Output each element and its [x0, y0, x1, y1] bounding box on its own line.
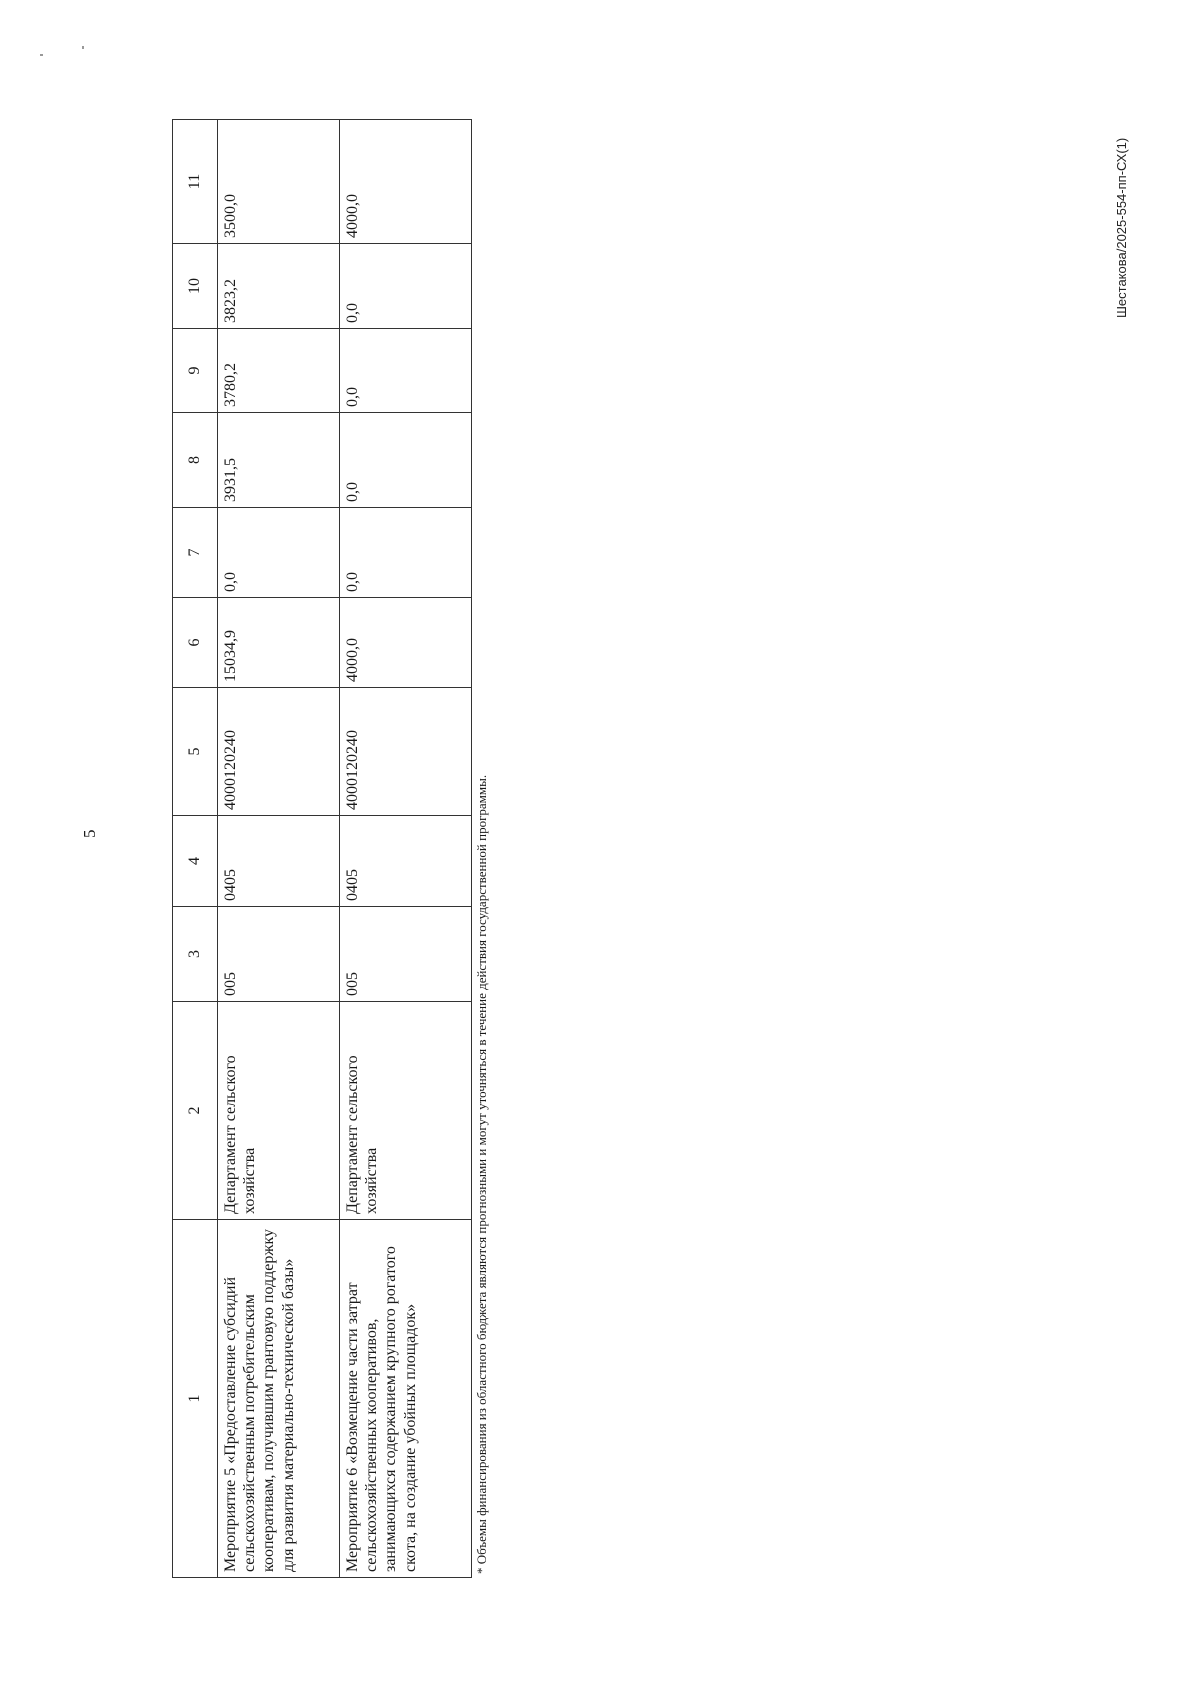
header-cell: 3: [173, 907, 218, 1002]
cell-section: 0405: [340, 816, 472, 907]
cell-value: 3780,2: [218, 329, 340, 413]
table-row: [340, 120, 472, 1578]
cell-value: 4000,0: [340, 120, 472, 244]
header-cell: 2: [173, 1002, 218, 1220]
responsible-department: Департамент сельского хозяйства: [340, 1002, 472, 1220]
cell-value: 0,0: [218, 508, 340, 598]
cell-section: 0405: [218, 816, 340, 907]
page-number: 5: [80, 829, 99, 838]
header-cell: 5: [173, 688, 218, 816]
header-cell: 1: [173, 1220, 218, 1578]
footnote: * Объемы финансирования из областного бюджета являются прогнозными и могут уточняться в течение действия государственной программы.: [474, 774, 489, 1574]
scan-artifact: [40, 54, 43, 56]
cell-value: 0,0: [340, 329, 472, 413]
cell-target-article: 4000120240: [340, 688, 472, 816]
rotated-table-block: [172, 120, 490, 1578]
cell-value: 3823,2: [218, 244, 340, 329]
header-cell: 9: [173, 329, 218, 413]
cell-value: 0,0: [340, 244, 472, 329]
scan-artifact: [82, 46, 84, 49]
funding-table: [172, 119, 472, 1578]
measure-description: Мероприятие 6 «Возмещение части затрат сельскохозяйственных кооперативов, занимающихся содержанием крупного рогатого скота, на создание убойных площадок»: [340, 1220, 472, 1578]
cell-value: 0,0: [340, 508, 472, 598]
cell-code: 005: [218, 907, 340, 1002]
header-cell: 11: [173, 120, 218, 244]
header-cell: 7: [173, 508, 218, 598]
cell-code: 005: [340, 907, 472, 1002]
cell-target-article: 4000120240: [218, 688, 340, 816]
header-cell: 4: [173, 816, 218, 907]
document-identifier: Шестакова/2025-554-пп-СХ(1): [1114, 137, 1129, 318]
cell-value: 3931,5: [218, 413, 340, 508]
header-row: [173, 120, 218, 1578]
measure-description: Мероприятие 5 «Предоставление субсидий сельскохозяйственным потребительским кооперативам, получившим грантовую поддержку для развития материально-технической базы»: [218, 1220, 340, 1578]
cell-value: 3500,0: [218, 120, 340, 244]
responsible-department: Департамент сельского хозяйства: [218, 1002, 340, 1220]
header-cell: 8: [173, 413, 218, 508]
table-row: [218, 120, 340, 1578]
cell-value: 4000,0: [340, 598, 472, 688]
header-cell: 6: [173, 598, 218, 688]
cell-value: 0,0: [340, 413, 472, 508]
cell-value: 15034,9: [218, 598, 340, 688]
header-cell: 10: [173, 244, 218, 329]
